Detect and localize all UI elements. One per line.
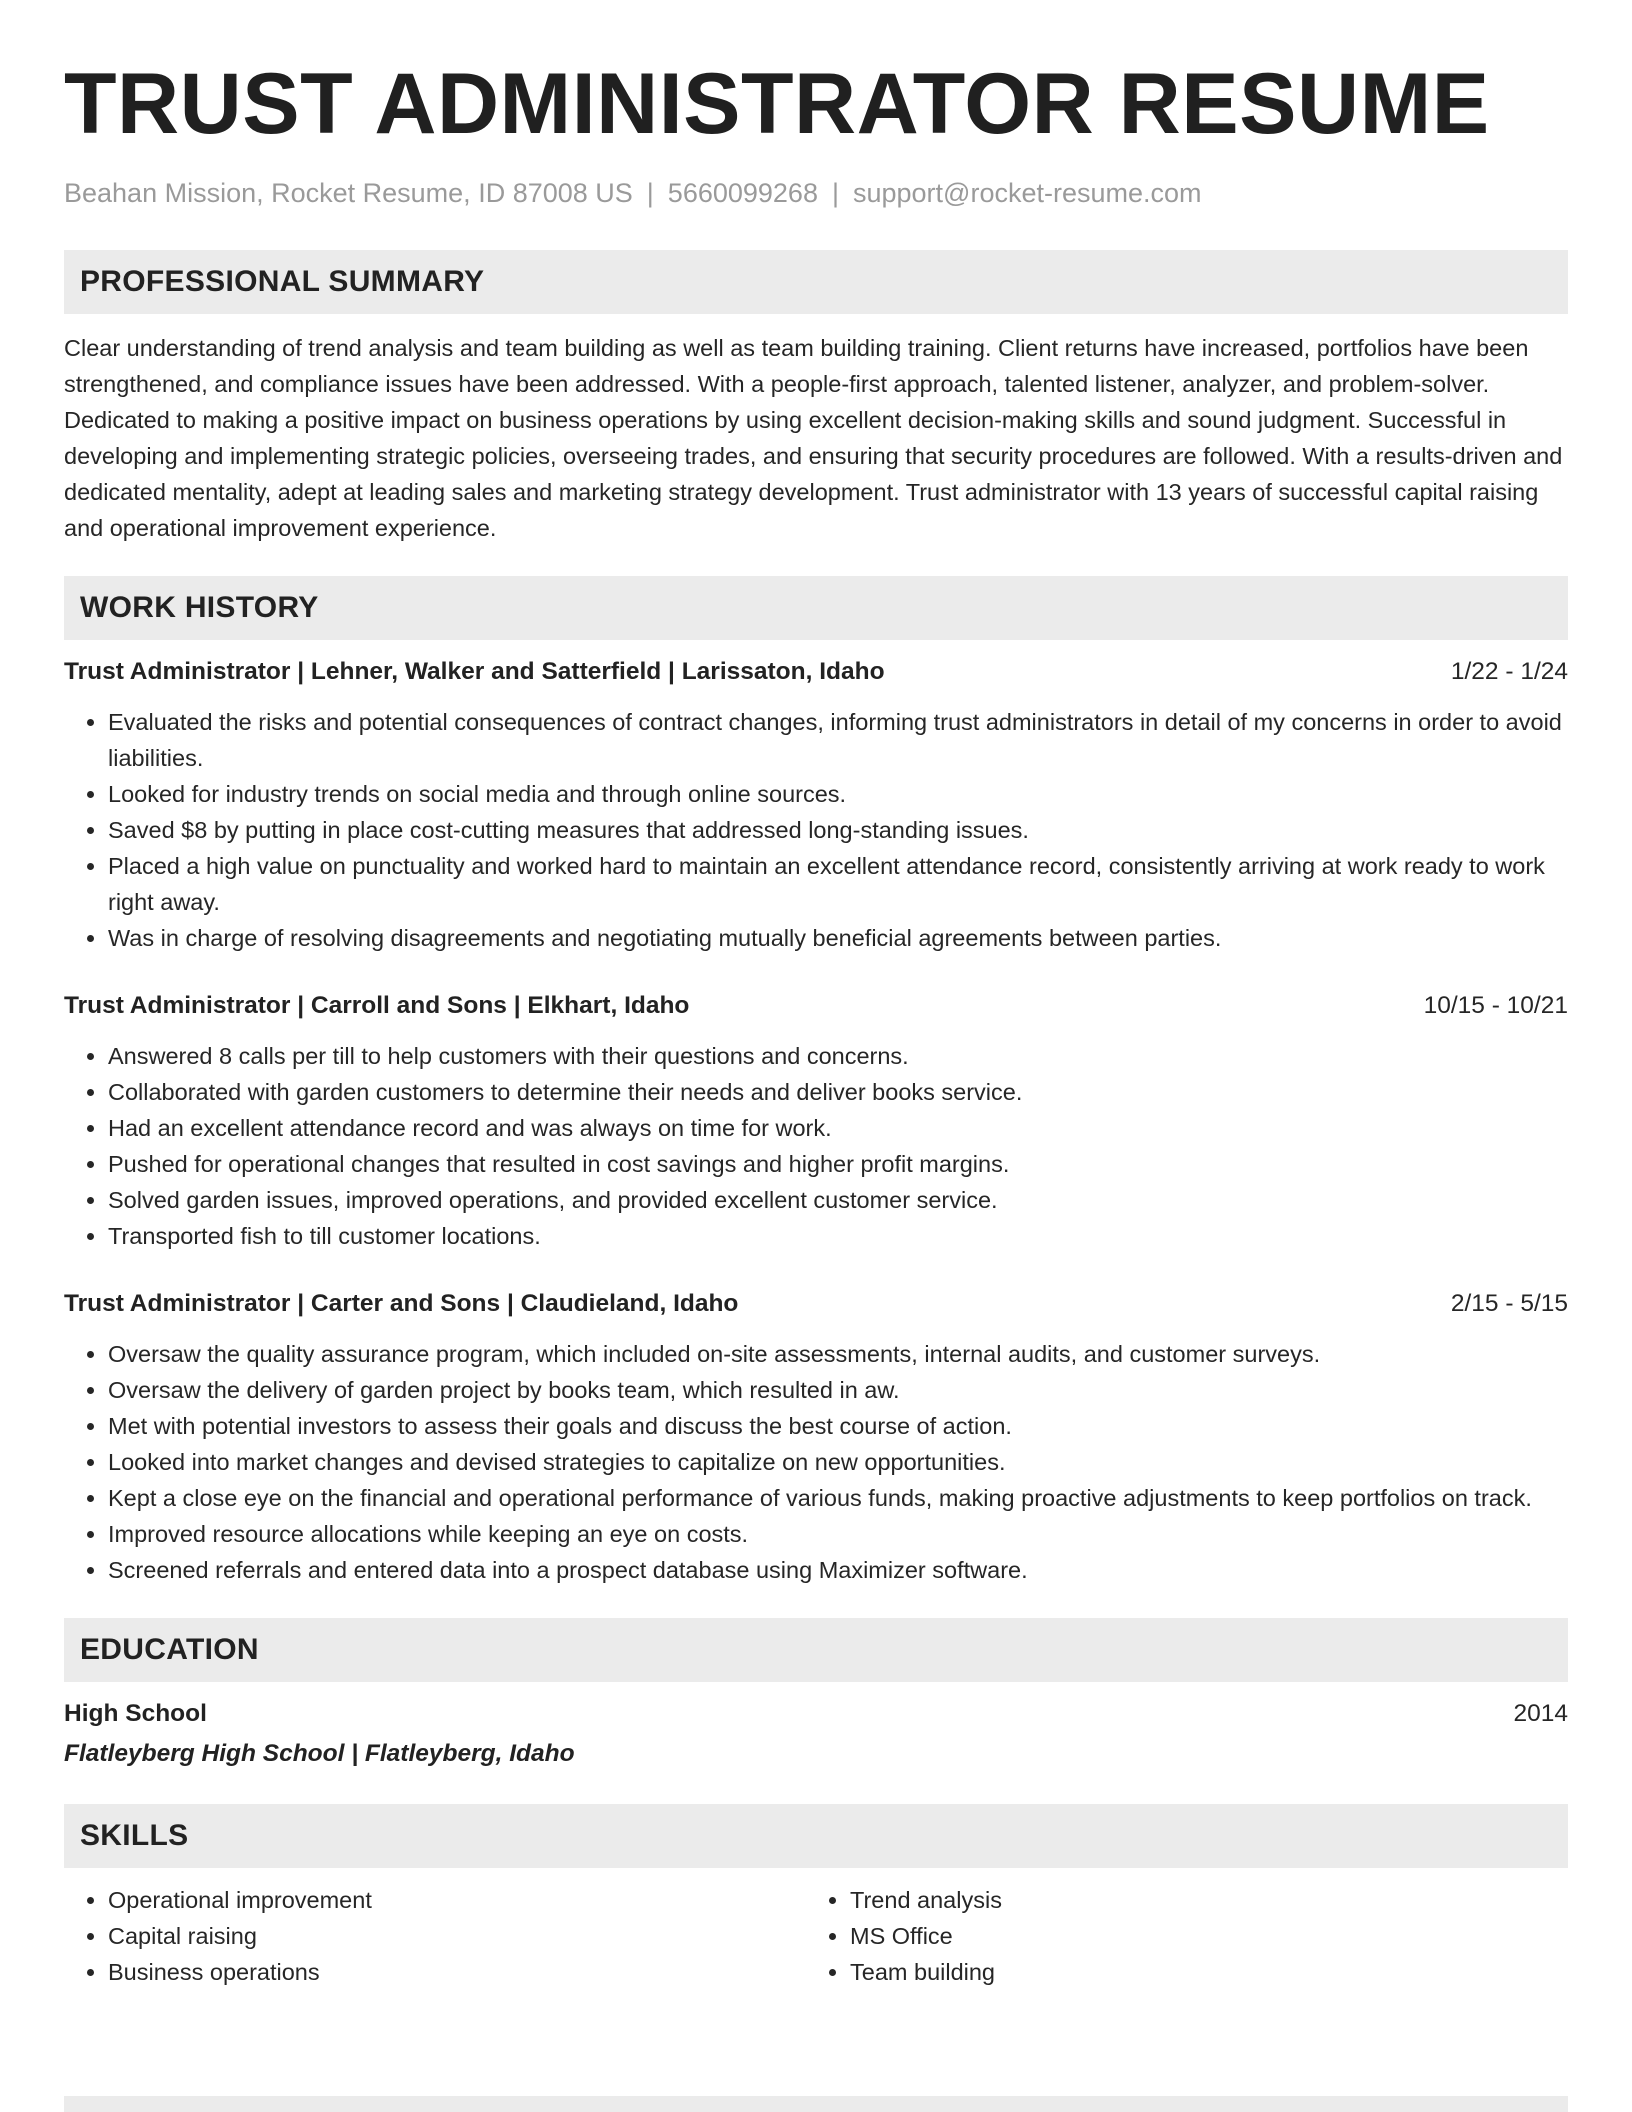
contact-phone: 5660099268: [667, 178, 818, 208]
job-bullets: [64, 704, 1568, 956]
job-entry: [64, 988, 1568, 1254]
job-entry: [64, 1286, 1568, 1588]
list-item: • Answered 8 calls per till to help customers with their questions and concerns.: [108, 1038, 1568, 1074]
job-header: [64, 1286, 1568, 1322]
job-title: Trust Administrator | Carroll and Sons | Elkhart, Idaho: [64, 992, 690, 1019]
education-school: Flatleyberg High School | Flatleyberg, Idaho: [64, 1740, 575, 1767]
skills-column-left: [64, 1882, 806, 1990]
education-header: [64, 1696, 1568, 1732]
list-item: • Transported fish to till customer locations.: [108, 1218, 1568, 1254]
list-item: • Pushed for operational changes that resulted in cost savings and higher profit margins.: [108, 1146, 1568, 1182]
next-section-band: [64, 2096, 1568, 2112]
job-title: Trust Administrator | Lehner, Walker and Satterfield | Larissaton, Idaho: [64, 658, 885, 685]
list-item: • Collaborated with garden customers to determine their needs and deliver books service.: [108, 1074, 1568, 1110]
education-entry: [64, 1696, 1568, 1772]
list-item: • Kept a close eye on the financial and operational performance of various funds, making proactive adjustments to keep portfolios on track.: [108, 1480, 1568, 1516]
list-item: • Saved $8 by putting in place cost-cutting measures that addressed long-standing issues.: [108, 812, 1568, 848]
contact-email: support@rocket-resume.com: [852, 178, 1202, 208]
job-dates: 1/22 - 1/24: [1450, 658, 1568, 685]
section-heading-work-history: WORK HISTORY: [64, 576, 1568, 640]
skills-column-right: [806, 1882, 1548, 1990]
list-item: • Met with potential investors to assess their goals and discuss the best course of action.: [108, 1408, 1568, 1444]
list-item: • Looked into market changes and devised strategies to capitalize on new opportunities.: [108, 1444, 1568, 1480]
section-heading-skills: SKILLS: [64, 1804, 1568, 1868]
contact-separator: |: [831, 178, 839, 208]
education-year: 2014: [1513, 1700, 1568, 1727]
skill-item: • Business operations: [108, 1954, 806, 1990]
summary-text: Clear understanding of trend analysis and team building as well as team building training. Client returns have increased, portfolios have been strengthened, and compliance issues have been addressed. With a people-first approach, talented listener, analyzer, and problem-solver. Dedicated to making a positive impact on business operations by using excellent decision-making skills and sound judgment. Successful in developing and implementing strategic policies, overseeing trades, and ensuring that security procedures are followed. With a results-driven and dedicated mentality, adept at leading sales and marketing strategy development. Trust administrator with 13 years of successful capital raising and operational improvement experience.: [64, 335, 1563, 541]
contact-address: Beahan Mission, Rocket Resume, ID 87008 US: [64, 178, 633, 208]
list-item: • Improved resource allocations while keeping an eye on costs.: [108, 1516, 1568, 1552]
list-item: • Oversaw the quality assurance program, which included on-site assessments, internal audits, and customer surveys.: [108, 1336, 1568, 1372]
skill-item: • Team building: [850, 1954, 1548, 1990]
resume-title: TRUST ADMINISTRATOR RESUME: [64, 56, 1490, 152]
job-dates: 10/15 - 10/21: [1423, 992, 1568, 1019]
section-heading-summary: PROFESSIONAL SUMMARY: [64, 250, 1568, 314]
list-item: • Oversaw the delivery of garden project by books team, which resulted in aw.: [108, 1372, 1568, 1408]
job-dates: 2/15 - 5/15: [1450, 1290, 1568, 1317]
list-item: • Had an excellent attendance record and was always on time for work.: [108, 1110, 1568, 1146]
job-bullets: [64, 1038, 1568, 1254]
contact-separator: |: [646, 178, 654, 208]
job-header: [64, 654, 1568, 690]
education-degree: High School: [64, 1700, 207, 1727]
job-title: Trust Administrator | Carter and Sons | Claudieland, Idaho: [64, 1290, 739, 1317]
skill-item: • Capital raising: [108, 1918, 806, 1954]
contact-line: [64, 176, 1568, 210]
skills-list: [64, 1882, 1568, 1990]
list-item: • Evaluated the risks and potential consequences of contract changes, informing trust administrators in detail of my concerns in order to avoid liabilities.: [108, 704, 1568, 776]
list-item: • Placed a high value on punctuality and worked hard to maintain an excellent attendance record, consistently arriving at work ready to work right away.: [108, 848, 1568, 920]
job-entry: [64, 654, 1568, 956]
job-bullets: [64, 1336, 1568, 1588]
list-item: • Was in charge of resolving disagreements and negotiating mutually beneficial agreements between parties.: [108, 920, 1568, 956]
resume-page: [64, 0, 1568, 1990]
job-header: [64, 988, 1568, 1024]
skill-item: • Operational improvement: [108, 1882, 806, 1918]
list-item: • Screened referrals and entered data into a prospect database using Maximizer software.: [108, 1552, 1568, 1588]
section-heading-education: EDUCATION: [64, 1618, 1568, 1682]
list-item: • Looked for industry trends on social media and through online sources.: [108, 776, 1568, 812]
list-item: • Solved garden issues, improved operations, and provided excellent customer service.: [108, 1182, 1568, 1218]
skill-item: • MS Office: [850, 1918, 1548, 1954]
skill-item: • Trend analysis: [850, 1882, 1548, 1918]
